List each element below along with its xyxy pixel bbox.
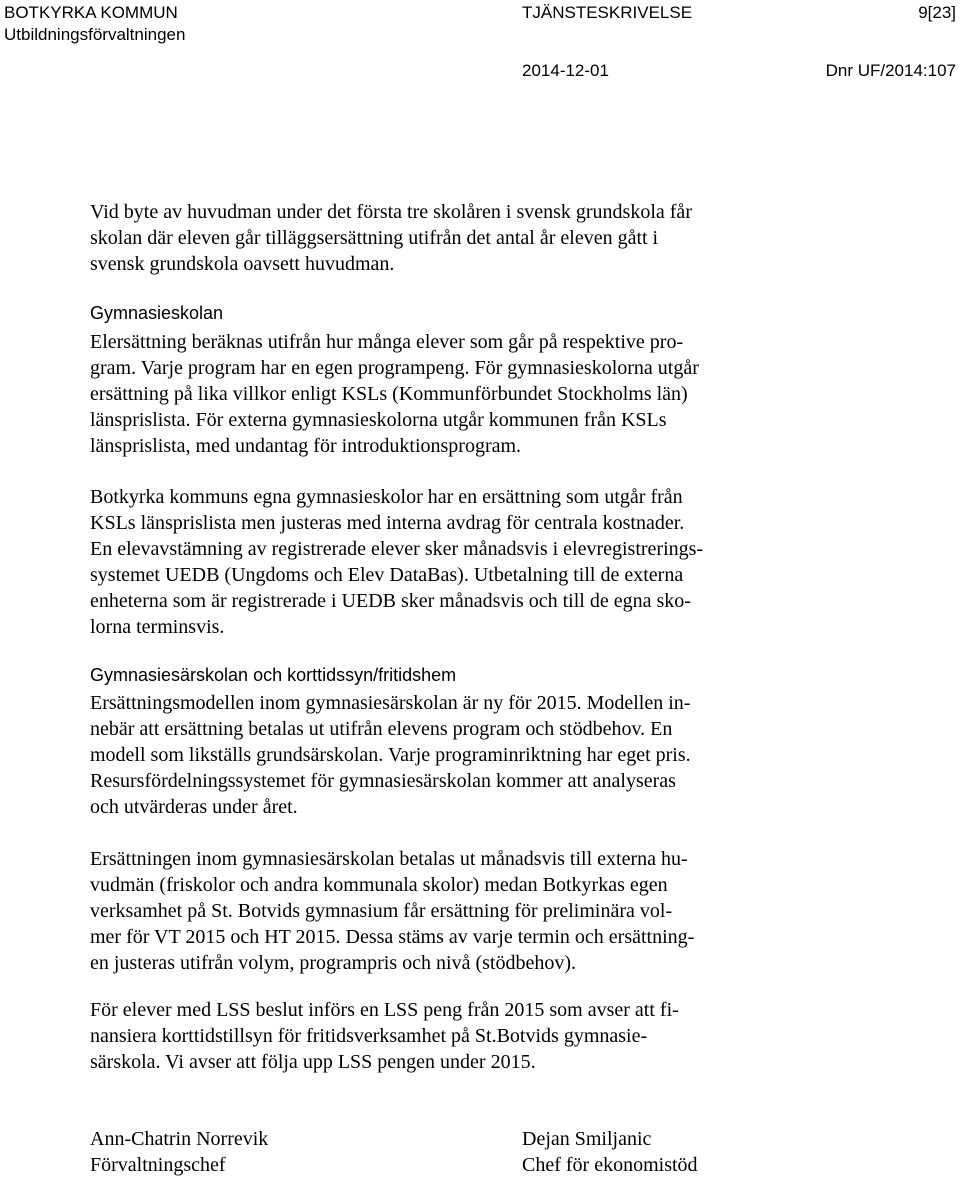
text-line: Vid byte av huvudman under det första tre skolåren i svensk grundskola får	[90, 201, 692, 223]
signatory-left-title: Förvaltningschef	[90, 1154, 226, 1176]
text-line: Elersättning beräknas utifrån hur många elever som går på respektive pro-	[90, 331, 684, 353]
text-line: vudmän (friskolor och andra kommunala skolor) medan Botkyrkas egen	[90, 874, 668, 896]
text-line: ersättning på lika villkor enligt KSLs (Kommunförbundet Stockholms län)	[90, 383, 688, 405]
text-line: verksamhet på St. Botvids gymnasium får ersättning för preliminära vol-	[90, 900, 673, 922]
text-line: mer för VT 2015 och HT 2015. Dessa stäms av varje termin och ersättning-	[90, 926, 695, 948]
text-line: länsprislista. För externa gymnasieskolorna utgår kommunen från KSLs	[90, 409, 667, 431]
paragraph-3	[90, 484, 790, 640]
document-date: 2014-12-01	[522, 61, 609, 80]
page-number: 9[23]	[918, 3, 956, 22]
text-line: För elever med LSS beslut införs en LSS peng från 2015 som avser att fi-	[90, 999, 679, 1021]
text-line: och utvärderas under året.	[90, 796, 298, 818]
text-line: lorna terminsvis.	[90, 616, 225, 638]
signatory-right-title: Chef för ekonomistöd	[522, 1154, 698, 1176]
text-line: En elevavstämning av registrerade elever sker månadsvis i elevregistrerings-	[90, 538, 704, 560]
org-name: BOTKYRKA KOMMUN	[4, 3, 178, 22]
text-line: skolan där eleven går tilläggsersättning utifrån det antal år eleven gått i	[90, 227, 659, 249]
section-heading-gymnasieskolan: Gymnasieskolan	[90, 303, 224, 323]
text-line: länsprislista, med undantag för introduktionsprogram.	[90, 435, 522, 457]
department-name: Utbildningsförvaltningen	[4, 25, 186, 44]
text-line: KSLs länsprislista men justeras med interna avdrag för centrala kostnader.	[90, 512, 685, 534]
text-line: Ersättningsmodellen inom gymnasiesärskolan är ny för 2015. Modellen in-	[90, 692, 691, 714]
text-line: särskola. Vi avser att följa upp LSS pengen under 2015.	[90, 1051, 536, 1073]
text-line: Botkyrka kommuns egna gymnasieskolor har en ersättning som utgår från	[90, 486, 683, 508]
text-line: svensk grundskola oavsett huvudman.	[90, 253, 395, 275]
paragraph-6	[90, 997, 790, 1075]
document-type: TJÄNSTESKRIVELSE	[522, 3, 693, 22]
text-line: enheterna som är registrerade i UEDB sker månadsvis och till de egna sko-	[90, 590, 691, 612]
text-line: modell som likställs grundsärskolan. Varje programinriktning har eget pris.	[90, 744, 691, 766]
paragraph-1	[90, 199, 790, 277]
text-line: en justeras utifrån volym, programpris och nivå (stödbehov).	[90, 952, 576, 974]
signatory-right-name: Dejan Smiljanic	[522, 1128, 652, 1150]
paragraph-2	[90, 329, 790, 459]
section-heading-gymnasiesarskolan: Gymnasiesärskolan och korttidssyn/fritidshem	[90, 665, 457, 685]
text-line: Ersättningen inom gymnasiesärskolan betalas ut månadsvis till externa hu-	[90, 848, 688, 870]
text-line: Resursfördelningssystemet för gymnasiesärskolan kommer att analyseras	[90, 770, 676, 792]
text-line: nansiera korttidstillsyn för fritidsverksamhet på St.Botvids gymnasie-	[90, 1025, 648, 1047]
paragraph-4	[90, 690, 790, 820]
signatory-left-name: Ann-Chatrin Norrevik	[90, 1128, 269, 1150]
text-line: gram. Varje program har en egen programpeng. För gymnasieskolorna utgår	[90, 357, 699, 379]
paragraph-5	[90, 846, 790, 976]
document-reference: Dnr UF/2014:107	[825, 61, 956, 80]
text-line: systemet UEDB (Ungdoms och Elev DataBas). Utbetalning till de externa	[90, 564, 684, 586]
text-line: nebär att ersättning betalas ut utifrån elevens program och stödbehov. En	[90, 718, 673, 740]
